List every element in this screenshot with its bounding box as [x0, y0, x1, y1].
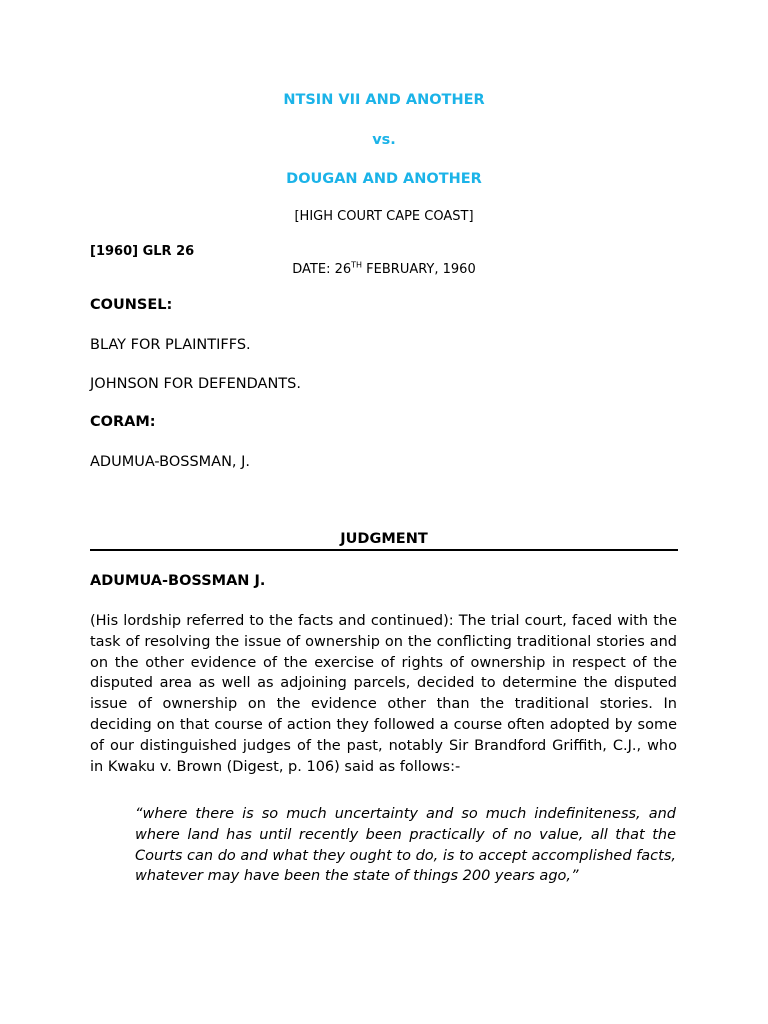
judgment-author: ADUMUA-BOSSMAN J. — [90, 573, 266, 589]
court-name: [HIGH COURT CAPE COAST] — [294, 209, 474, 224]
law-report-citation: [1960] GLR 26 — [90, 244, 195, 259]
date-superscript: TH — [351, 260, 363, 270]
counsel-plaintiffs: BLAY FOR PLAINTIFFS. — [90, 337, 251, 353]
party-one-title: NTSIN VII AND ANOTHER — [283, 92, 485, 108]
heading-underline — [90, 549, 678, 551]
counsel-defendants: JOHNSON FOR DEFENDANTS. — [90, 376, 301, 392]
counsel-heading: COUNSEL: — [90, 297, 173, 313]
coram-judge: ADUMUA-BOSSMAN, J. — [90, 454, 251, 470]
versus-label: vs. — [372, 132, 396, 148]
date-suffix: FEBRUARY, 1960 — [362, 262, 476, 277]
coram-heading: CORAM: — [90, 414, 156, 430]
judgment-paragraph: (His lordship referred to the facts and continued): The trial court, faced with the task of resolving the issue of ownership on the conflicting traditional stories and on the other evidence of the exercise of rights of ownership in respect of the disputed area as well as adjoining parcels, decided to determine the disputed issue of ownership on the evidence other than the traditional stories. In deciding on that course of action they followed a course often adopted by some of our distinguished judges of the past, notably Sir Brandford Griffith, C.J., who in Kwaku v. Brown (Digest, p. 106) said as follows:- — [90, 613, 677, 775]
block-quote: “where there is so much uncertainty and so much indefiniteness, and where land has until recently been practically of no value, all that the Courts can do and what they ought to do, is to accept accomplished facts, whatever may have been the state of things 200 years ago,” — [135, 806, 676, 885]
judgment-date — [0, 262, 768, 277]
date-prefix: DATE: 26 — [292, 262, 352, 277]
judgment-heading: JUDGMENT — [340, 531, 428, 547]
party-two-title: DOUGAN AND ANOTHER — [286, 171, 482, 187]
